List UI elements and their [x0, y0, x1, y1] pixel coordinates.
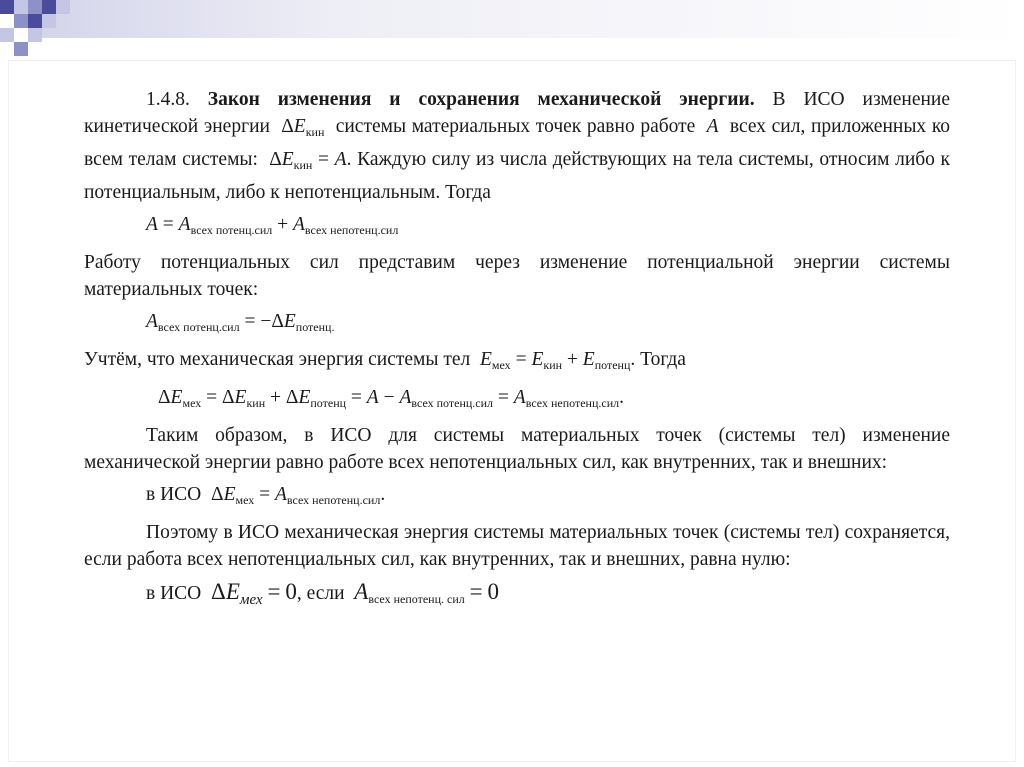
formula-potential-work: $A_{всех потенц.сил} = -\Delta E_{потенц.}$ — [146, 311, 335, 334]
decorative-squares-icon — [0, 0, 1024, 60]
paragraph-potential: Работу потенциальных сил представим через изменение потенциальной энергии системы материальных точек: — [84, 252, 950, 300]
paragraph-mech-energy: Учтём, что механическая энергия системы тел $E_{мех} = E_{кин} + E_{потенц}$. Тогда — [84, 349, 686, 372]
slide-text — [84, 86, 950, 619]
paragraph-conclusion: Таким образом, в ИСО для системы материальных точек (системы тел) изменение механической энергии равно работе всех непотенциальных сил, как внутренних, так и внешних: — [84, 425, 950, 473]
paragraph-law: 1.4.8. Закон изменения и сохранения механической энергии. В ИСО изменение кинетической энергии $\Delta E_{кин}$ системы материальных точек равно работе A всех сил, приложенных ко всем телам системы: $\Delta E_{кин} = A$. Каждую силу из числа действующих на тела системы, относим либо к потенциальным, либо к непотенциальным. Тогда — [84, 89, 951, 203]
formula-total-work: $A = A_{всех потенц.сил} + A_{всех непотенц.сил}$ — [146, 214, 399, 237]
formula-conservation: в ИСО $\Delta E_{мех} = 0$, если $A_{всех непотенц. сил} = 0$ — [146, 579, 499, 608]
section-number: 1.4.8. — [146, 89, 190, 110]
formula-mech-change: $\Delta E_{мех} = \Delta E_{кин} + \Delta E_{потенц} = A - A_{всех потенц.сил} = A_{всех непотенц.сил}$. — [158, 387, 624, 410]
paragraph-conservation: Поэтому в ИСО механическая энергия системы материальных точек (системы тел) сохраняется, если работа всех непотенциальных сил, как внутренних, так и внешних, равна нулю: — [84, 522, 950, 570]
formula-iso-mech: в ИСО $\Delta E_{мех} = A_{всех непотенц.сил}$. — [146, 484, 386, 507]
section-title: Закон изменения и сохранения механической энергии. — [207, 89, 755, 110]
